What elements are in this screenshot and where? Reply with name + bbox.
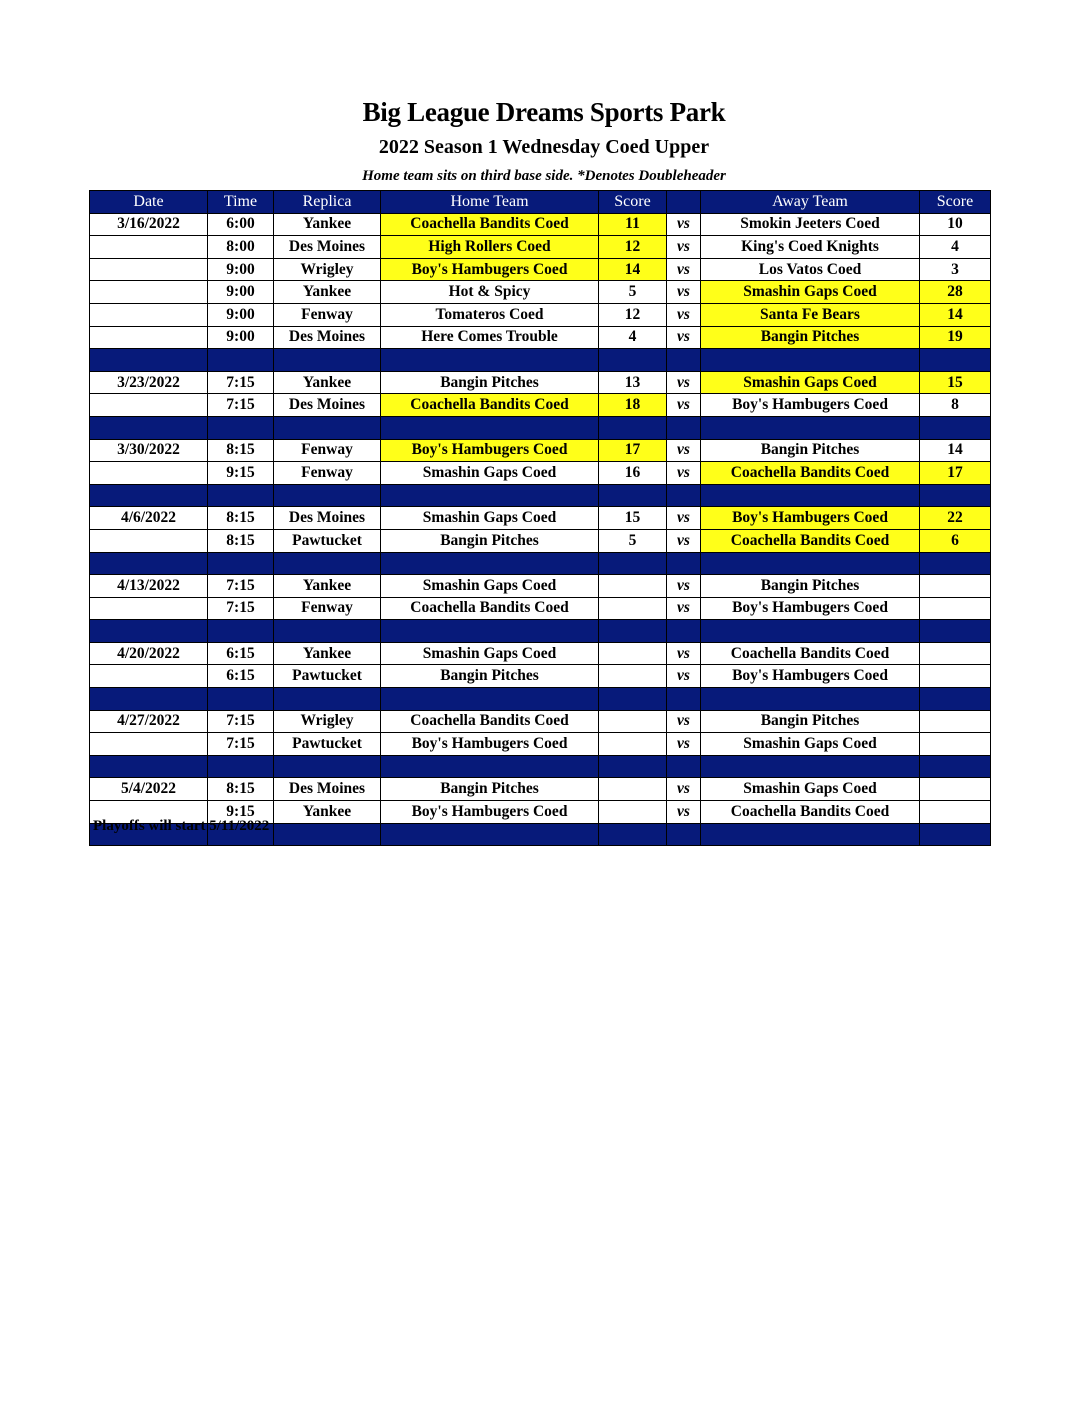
home-score-cell: 11 [599,213,667,236]
table-header-row [90,191,991,214]
home-score-cell [599,665,667,688]
home-score-cell [599,778,667,801]
time-cell: 7:15 [208,733,274,756]
date-cell [90,236,208,259]
separator-cell [701,484,920,507]
table-row [90,710,991,733]
away-team-cell: Boy's Hambugers Coed [701,507,920,530]
separator-cell [208,552,274,575]
week-separator-row [90,620,991,643]
vs-cell: vs [667,665,701,688]
home-team-cell: Bangin Pitches [381,529,599,552]
vs-cell: vs [667,236,701,259]
col-header-replica: Replica [274,191,381,214]
away-score-cell: 10 [920,213,991,236]
separator-cell [701,823,920,846]
separator-cell [701,755,920,778]
home-team-cell: Here Comes Trouble [381,326,599,349]
separator-cell [920,349,991,372]
separator-cell [667,823,701,846]
separator-cell [274,688,381,711]
replica-cell: Yankee [274,801,381,824]
page-subtitle: 2022 Season 1 Wednesday Coed Upper [378,136,710,158]
separator-cell [701,416,920,439]
home-team-cell: Smashin Gaps Coed [381,462,599,485]
home-team-cell: Boy's Hambugers Coed [381,801,599,824]
away-score-cell: 19 [920,326,991,349]
separator-cell [90,552,208,575]
date-cell [90,258,208,281]
replica-cell: Fenway [274,462,381,485]
vs-cell: vs [667,575,701,598]
away-score-cell: 4 [920,236,991,259]
date-cell: 4/20/2022 [90,642,208,665]
home-team-cell: Coachella Bandits Coed [381,213,599,236]
replica-cell: Pawtucket [274,529,381,552]
vs-cell: vs [667,801,701,824]
replica-cell: Des Moines [274,326,381,349]
away-team-cell: Boy's Hambugers Coed [701,394,920,417]
separator-cell [381,484,599,507]
home-team-cell: Coachella Bandits Coed [381,710,599,733]
replica-cell: Pawtucket [274,665,381,688]
vs-cell: vs [667,326,701,349]
home-score-cell [599,597,667,620]
home-team-cell: Bangin Pitches [381,665,599,688]
replica-cell: Yankee [274,281,381,304]
separator-cell [381,620,599,643]
home-score-cell [599,642,667,665]
separator-cell [208,416,274,439]
table-row [90,258,991,281]
separator-cell [599,552,667,575]
separator-cell [701,552,920,575]
table-row [90,213,991,236]
away-team-cell: Coachella Bandits Coed [701,642,920,665]
away-team-cell: Santa Fe Bears [701,303,920,326]
date-cell: 3/16/2022 [90,213,208,236]
away-team-cell: Boy's Hambugers Coed [701,597,920,620]
home-team-cell: Boy's Hambugers Coed [381,439,599,462]
home-score-cell [599,710,667,733]
separator-cell [90,416,208,439]
week-separator-row [90,688,991,711]
away-team-cell: Smashin Gaps Coed [701,778,920,801]
replica-cell: Fenway [274,439,381,462]
separator-cell [274,823,381,846]
separator-cell [274,552,381,575]
separator-cell [274,416,381,439]
separator-cell [920,552,991,575]
home-score-cell [599,801,667,824]
away-team-cell: Coachella Bandits Coed [701,529,920,552]
separator-cell [274,755,381,778]
away-team-cell: Smashin Gaps Coed [701,733,920,756]
separator-cell [90,755,208,778]
home-team-cell: Coachella Bandits Coed [381,597,599,620]
vs-cell: vs [667,710,701,733]
home-score-cell: 16 [599,462,667,485]
away-team-cell: Coachella Bandits Coed [701,462,920,485]
home-score-cell: 5 [599,529,667,552]
date-cell [90,303,208,326]
away-team-cell: Boy's Hambugers Coed [701,665,920,688]
home-team-cell: Smashin Gaps Coed [381,507,599,530]
table-row [90,733,991,756]
time-cell: 8:15 [208,778,274,801]
home-team-cell: Smashin Gaps Coed [381,642,599,665]
separator-cell [208,484,274,507]
col-header-home-score: Score [599,191,667,214]
date-cell [90,394,208,417]
table-row [90,665,991,688]
table-row [90,778,991,801]
date-cell: 3/30/2022 [90,439,208,462]
col-header-date: Date [90,191,208,214]
separator-cell [920,823,991,846]
replica-cell: Yankee [274,371,381,394]
vs-cell: vs [667,439,701,462]
replica-cell: Des Moines [274,507,381,530]
col-header-home-team: Home Team [381,191,599,214]
away-score-cell: 17 [920,462,991,485]
vs-cell: vs [667,778,701,801]
date-cell [90,281,208,304]
date-cell [90,597,208,620]
separator-cell [381,416,599,439]
home-team-cell: Bangin Pitches [381,371,599,394]
separator-cell [381,552,599,575]
separator-cell [701,620,920,643]
page-title: Big League Dreams Sports Park [362,97,726,127]
time-cell: 9:00 [208,326,274,349]
vs-cell: vs [667,597,701,620]
time-cell: 9:00 [208,281,274,304]
date-cell: 5/4/2022 [90,778,208,801]
schedule-body [90,213,991,846]
home-score-cell: 18 [599,394,667,417]
table-row [90,394,991,417]
home-score-cell: 4 [599,326,667,349]
date-cell [90,733,208,756]
replica-cell: Wrigley [274,710,381,733]
date-cell: 4/6/2022 [90,507,208,530]
home-team-cell: Boy's Hambugers Coed [381,258,599,281]
time-cell: 7:15 [208,597,274,620]
col-header-away-score: Score [920,191,991,214]
away-score-cell: 14 [920,303,991,326]
away-team-cell: Smashin Gaps Coed [701,371,920,394]
week-separator-row [90,416,991,439]
separator-cell [920,755,991,778]
time-cell: 7:15 [208,575,274,598]
separator-cell [90,349,208,372]
vs-cell: vs [667,371,701,394]
away-team-cell: Bangin Pitches [701,575,920,598]
away-score-cell: 3 [920,258,991,281]
date-cell [90,665,208,688]
away-score-cell [920,642,991,665]
separator-cell [920,416,991,439]
time-cell: 8:00 [208,236,274,259]
vs-cell: vs [667,507,701,530]
table-row [90,371,991,394]
away-score-cell: 22 [920,507,991,530]
away-score-cell: 14 [920,439,991,462]
playoffs-note: Playoffs will start 5/11/2022 [93,818,270,834]
time-cell: 9:00 [208,303,274,326]
col-header-vs [667,191,701,214]
separator-cell [274,620,381,643]
away-team-cell: Bangin Pitches [701,710,920,733]
separator-cell [667,620,701,643]
away-score-cell [920,778,991,801]
separator-cell [208,620,274,643]
away-team-cell: Los Vatos Coed [701,258,920,281]
away-score-cell [920,801,991,824]
table-row [90,462,991,485]
separator-cell [667,755,701,778]
separator-cell [208,688,274,711]
home-score-cell: 17 [599,439,667,462]
date-cell [90,529,208,552]
table-row [90,575,991,598]
separator-cell [90,688,208,711]
away-score-cell [920,665,991,688]
separator-cell [274,349,381,372]
separator-cell [667,484,701,507]
home-team-cell: Boy's Hambugers Coed [381,733,599,756]
away-score-cell: 28 [920,281,991,304]
away-team-cell: Smokin Jeeters Coed [701,213,920,236]
separator-cell [599,688,667,711]
separator-cell [920,620,991,643]
separator-cell [701,349,920,372]
separator-cell [667,416,701,439]
away-team-cell: Bangin Pitches [701,326,920,349]
home-team-cell: Coachella Bandits Coed [381,394,599,417]
vs-cell: vs [667,258,701,281]
separator-cell [599,620,667,643]
home-score-cell: 12 [599,303,667,326]
away-score-cell: 8 [920,394,991,417]
home-score-cell: 14 [599,258,667,281]
home-score-cell: 12 [599,236,667,259]
col-header-time: Time [208,191,274,214]
away-team-cell: Coachella Bandits Coed [701,801,920,824]
time-cell: 7:15 [208,371,274,394]
separator-cell [599,823,667,846]
week-separator-row [90,484,991,507]
replica-cell: Wrigley [274,258,381,281]
date-cell [90,326,208,349]
replica-cell: Des Moines [274,236,381,259]
separator-cell [208,349,274,372]
time-cell: 6:00 [208,213,274,236]
home-team-cell: Bangin Pitches [381,778,599,801]
separator-cell [920,688,991,711]
vs-cell: vs [667,394,701,417]
home-score-cell [599,575,667,598]
time-cell: 7:15 [208,394,274,417]
replica-cell: Fenway [274,597,381,620]
table-row [90,642,991,665]
separator-cell [667,349,701,372]
away-team-cell: Smashin Gaps Coed [701,281,920,304]
separator-cell [599,416,667,439]
table-row [90,281,991,304]
vs-cell: vs [667,529,701,552]
time-cell: 6:15 [208,665,274,688]
col-header-away-team: Away Team [701,191,920,214]
table-row [90,439,991,462]
time-cell: 8:15 [208,439,274,462]
home-score-cell: 15 [599,507,667,530]
table-row [90,597,991,620]
home-score-cell [599,733,667,756]
away-score-cell [920,575,991,598]
replica-cell: Des Moines [274,394,381,417]
week-separator-row [90,349,991,372]
separator-cell [381,688,599,711]
separator-cell [381,349,599,372]
vs-cell: vs [667,213,701,236]
separator-cell [667,552,701,575]
away-score-cell [920,733,991,756]
separator-cell [667,688,701,711]
separator-cell [599,349,667,372]
week-separator-row [90,552,991,575]
vs-cell: vs [667,462,701,485]
away-score-cell [920,710,991,733]
away-score-cell: 6 [920,529,991,552]
schedule-table [89,190,991,846]
table-row [90,326,991,349]
separator-cell [599,755,667,778]
schedule-note: Home team sits on third base side. *Denotes Doubleheader [362,168,726,184]
time-cell: 9:15 [208,801,274,824]
time-cell: 7:15 [208,710,274,733]
replica-cell: Fenway [274,303,381,326]
replica-cell: Des Moines [274,778,381,801]
time-cell: 8:15 [208,529,274,552]
vs-cell: vs [667,303,701,326]
vs-cell: vs [667,733,701,756]
separator-cell [90,620,208,643]
home-team-cell: Hot & Spicy [381,281,599,304]
home-team-cell: High Rollers Coed [381,236,599,259]
date-cell: 4/27/2022 [90,710,208,733]
vs-cell: vs [667,642,701,665]
away-team-cell: King's Coed Knights [701,236,920,259]
home-score-cell: 13 [599,371,667,394]
table-row [90,236,991,259]
time-cell: 6:15 [208,642,274,665]
table-row [90,507,991,530]
home-team-cell: Smashin Gaps Coed [381,575,599,598]
week-separator-row [90,755,991,778]
away-score-cell: 15 [920,371,991,394]
date-cell [90,462,208,485]
home-team-cell: Tomateros Coed [381,303,599,326]
replica-cell: Yankee [274,642,381,665]
vs-cell: vs [667,281,701,304]
replica-cell: Yankee [274,575,381,598]
separator-cell [90,484,208,507]
replica-cell: Pawtucket [274,733,381,756]
date-cell: 3/23/2022 [90,371,208,394]
table-row [90,303,991,326]
away-team-cell: Bangin Pitches [701,439,920,462]
time-cell: 8:15 [208,507,274,530]
table-row [90,529,991,552]
replica-cell: Yankee [274,213,381,236]
home-score-cell: 5 [599,281,667,304]
away-score-cell [920,597,991,620]
separator-cell [274,484,381,507]
separator-cell [920,484,991,507]
separator-cell [381,823,599,846]
separator-cell [599,484,667,507]
time-cell: 9:15 [208,462,274,485]
date-cell: 4/13/2022 [90,575,208,598]
separator-cell [208,755,274,778]
separator-cell [381,755,599,778]
separator-cell [701,688,920,711]
time-cell: 9:00 [208,258,274,281]
